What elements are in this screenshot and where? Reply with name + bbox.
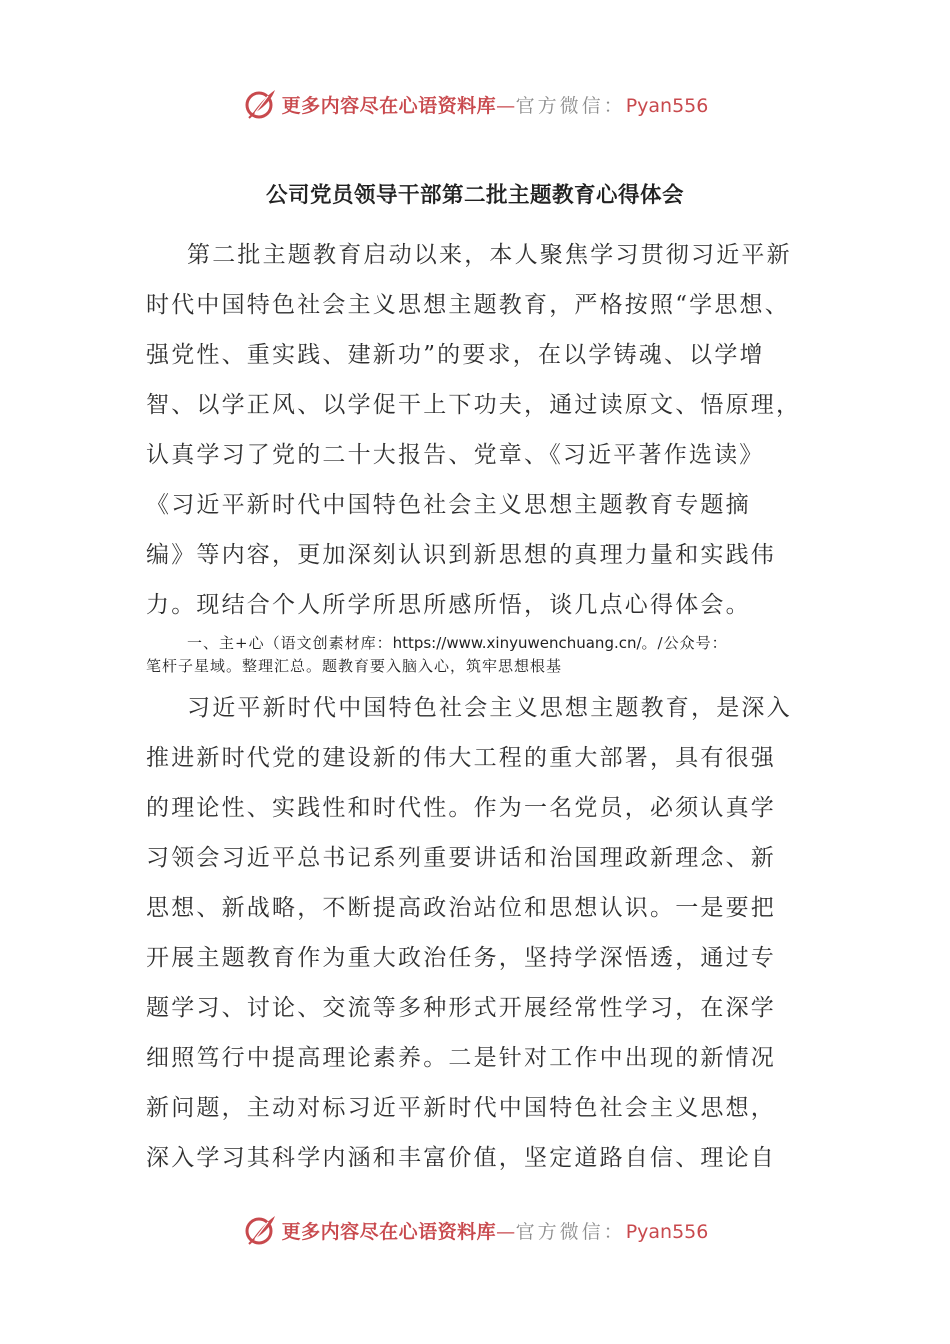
paragraph2-line: 开展主题教育作为重大政治任务，坚持学深悟透，通过专	[146, 945, 776, 971]
header-banner	[0, 84, 950, 124]
paragraph2-line: 新问题，主动对标习近平新时代中国特色社会主义思想，	[146, 1095, 776, 1121]
section-heading-url: https://www.xinyuwenchuang.cn/	[392, 634, 642, 652]
paragraph2-line: 深入学习其科学内涵和丰富价值，坚定道路自信、理论自	[146, 1145, 776, 1171]
section-heading-prefix: 一、主+心（语文创素材库：	[187, 634, 393, 652]
paragraph1-line: 第二批主题教育启动以来，本人聚焦学习贯彻习近平新	[187, 242, 792, 268]
paragraph2-line: 思想、新战略，不断提高政治站位和思想认识。一是要把	[146, 895, 776, 921]
header-banner-wechat-label: 官方微信：	[515, 94, 626, 117]
paragraph1-line: 强党性、重实践、建新功”的要求，在以学铸魂、以学增	[146, 342, 765, 368]
paragraph2-line: 习近平新时代中国特色社会主义思想主题教育，是深入	[187, 695, 792, 721]
footer-banner-title: 更多内容尽在心语资料库	[281, 1220, 497, 1243]
document-title: 公司党员领导干部第二批主题教育心得体会	[265, 183, 684, 208]
paragraph2-line: 的理论性、实践性和时代性。作为一名党员，必须认真学	[146, 795, 776, 821]
paragraph1-line: 力。现结合个人所学所思所感所悟，谈几点心得体会。	[146, 592, 751, 618]
paragraph1-line: 《习近平新时代中国特色社会主义思想主题教育专题摘	[146, 492, 751, 518]
footer-banner-wechat-id: Pyan556	[625, 1220, 709, 1243]
section-heading-suffix: 。/公众号：	[641, 634, 728, 652]
paragraph2-line: 推进新时代党的建设新的伟大工程的重大部署，具有很强	[146, 745, 776, 771]
paragraph1-line: 认真学习了党的二十大报告、党章、《习近平著作选读》	[146, 442, 765, 468]
paragraph1-line: 时代中国特色社会主义思想主题教育，严格按照“学思想、	[146, 292, 790, 318]
footer-banner	[0, 1210, 950, 1250]
section-heading-line: 笔杆子星域。整理汇总。题教育要入脑入心，筑牢思想根基	[146, 657, 563, 675]
paragraph1-line: 智、以学正风、以学促干上下功夫，通过读原文、悟原理，	[146, 392, 802, 418]
quill-pen-logo-icon	[242, 1212, 278, 1248]
header-banner-dash: —	[496, 94, 516, 117]
paragraph2-line: 习领会习近平总书记系列重要讲话和治国理政新理念、新	[146, 845, 776, 871]
quill-pen-logo-icon	[242, 86, 278, 122]
footer-banner-dash: —	[496, 1220, 516, 1243]
header-banner-wechat-id: Pyan556	[625, 94, 709, 117]
paragraph1-line: 编》等内容，更加深刻认识到新思想的真理力量和实践伟	[146, 542, 776, 568]
footer-banner-text	[282, 1217, 709, 1244]
footer-banner-wechat-label: 官方微信：	[515, 1220, 626, 1243]
section-heading-line	[187, 633, 728, 653]
header-banner-text	[282, 91, 709, 118]
paragraph2-line: 题学习、讨论、交流等多种形式开展经常性学习，在深学	[146, 995, 776, 1021]
paragraph2-line: 细照笃行中提高理论素养。二是针对工作中出现的新情况	[146, 1045, 776, 1071]
header-banner-title: 更多内容尽在心语资料库	[281, 94, 497, 117]
